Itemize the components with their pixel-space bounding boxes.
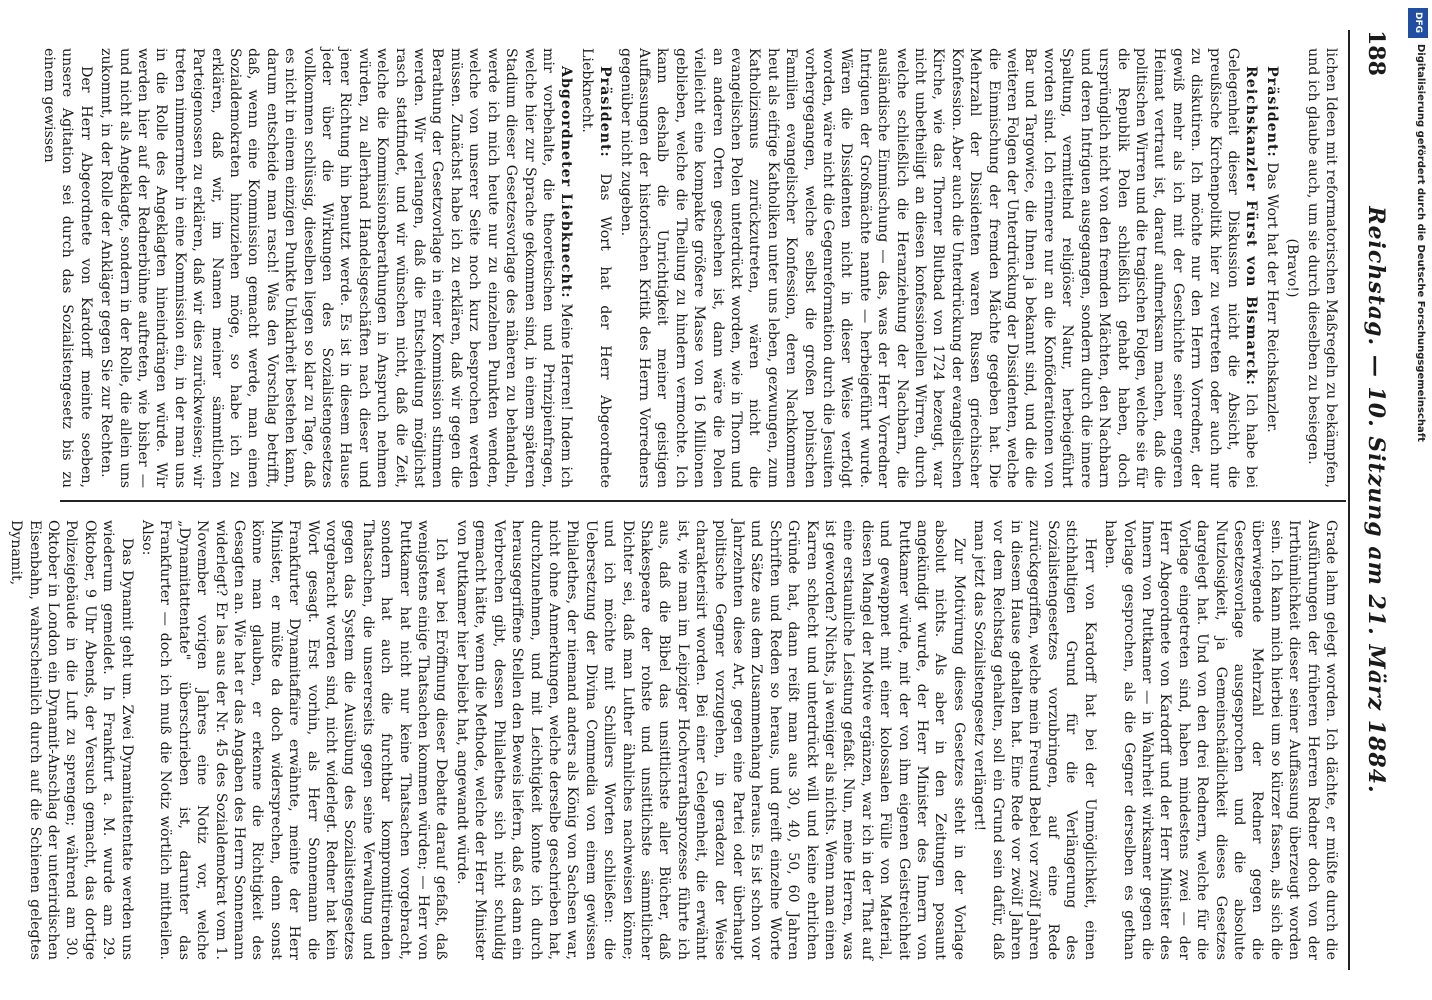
speaker-name: Abgeordneter Liebknecht: <box>558 66 575 299</box>
speech-text: Ich habe bei Gelegenheit dieser Diskussion nicht die Absicht, die preußische Kirchenpolitik hier zu vertreten oder auch nur zu diskutiren. Ich möchte nur den Herrn Vorredner, der gewiß mehr als ich mit der Geschichte seiner engeren Heimat vertraut ist, darauf aufmerksam machen, daß die politischen Wirren und die tragischen Folgen, welche sie für die Republik Polen schließlich gehabt haben, doch ursprünglich nicht von den fremden Mächten, den Nachbarn und deren Intriguen ausgegangen, sondern durch die innere Spaltung, vermittelnd religiöser Natur, herbeigeführt worden sind. Ich erinnere nur an die Konföderationen von Bar und Targowice, die Ihnen ja bekannt sind, und die die weiteren Folgen der Unterdrückung der Dissidenten, welche die Einmischung der fremden Mächte gegeben hat. Die Mehrzahl der Dissidenten waren Russen griechischer Konfession. Aber auch die Unterdrückung der evangelischen Kirche, wie das Thorner Blutbad von 1724 bezeugt, war nicht unbetheiligt an diesen konfessionellen Wirren, durch welche schließlich die Heranziehung der Nachbarn, die ausländische Einmischung — das, was der Herr Vorredner Intriguen der Großmächte nannte — herbeigeführt wurde. Wären die Dissidenten nicht in dieser Weise verfolgt worden, wäre nicht die Gegenreformation durch die Jesuiten vorhergegangen, welche selbst die großen polnischen Familien evangelischer Konfession, deren Nachkommen heut als eifrige Katholiken unter uns leben, gezwungen, zum Katholizismus zurückzutreten, wären nicht die evangelischen Polen unterdrückt worden, wie in Thorn und an anderen Orten geschehen ist, dann wäre die Polen vielleicht eine kompakte größere Masse von 16 Millionen geblieben, welche die Theilung zu hindern vermochte. Ich kann deshalb die Unrichtigkeit meiner geistigen Auffassungen der historischen Kritik des Herrn Vorredners gegenüber nicht zugeben. <box>617 48 1260 489</box>
speech-paragraph <box>97 48 576 488</box>
applause-note: (Bravo!) <box>1284 238 1301 298</box>
speech-paragraph <box>577 48 614 488</box>
right-column <box>5 520 1340 960</box>
speech-text: Meine Herren! Indem ich mir vorbehalte, die theoretischen und Prinzipienfragen, welche hier zur Sprache gekommen sind, in einem späteren Stadium dieser Gesetzesvorlage des näheren zu behandeln, werde ich mich heute nur zu einzelnen Punkten wenden, welche von unserer Seite noch kurz besprochen werden müssen. Zunächst habe ich zu erklären, daß wir gegen die Berathung der Gesetzvorlage in einer Kommission stimmen werden. Wir verlangen, daß die Entscheidung möglichst rasch stattfindet, und wir wünschen nicht, daß die Zeit, welche die Kommissionsberathungen in Anspruch nehmen würden, zu allerhand Handelsgeschäften nach dieser und jener Richtung hin benutzt werde. Es ist in diesem Hause jeder über die Wirkungen des Sozialistengesetzes vollkommen schlüssig, dieselben liegen so klar zu Tage, daß es nicht in einem einzigen Punkte Unklarheit bestehen kann, darum entscheide man rasch! Was den Vorschlag betrifft, daß, wenn eine Kommission gemacht werde, man einen Sozialdemokraten hinzuziehen möge, so habe ich zu erklären, daß wir, im Namen meiner sämmtlichen Parteigenossen zu erklären, daß wir dies zurückweisen; wir treten nimmermehr in eine Kommission ein, in der man uns in die Rolle des Angeklagten hineindrängen würde. Wir werden hier auf der Rednerbühne auftreten, wie bisher — und nicht als Angeklagte, sondern in der Rolle, die allein uns zukommt, in der Rolle der Ankläger gegen Sie zur Rechten. <box>98 48 575 489</box>
page-header <box>1356 30 1396 970</box>
speech-text: Das Wort hat der Herr Reichskanzler. <box>1263 162 1280 433</box>
page-title: Reichstag. — 10. Sitzung am 21. März 1884. <box>1363 206 1389 794</box>
speaker-name: Reichskanzler Fürst von Bismarck: <box>1243 66 1260 386</box>
text-paragraph: Der Herr Abgeordnete von Kardorff meinte soeben, unsere Agitation sei durch das Sozialistengesetz bis zu einem gewissen <box>40 48 94 488</box>
speaker-name: Präsident: <box>1263 66 1280 158</box>
dfg-logo: DFG <box>1408 8 1428 38</box>
text-paragraph: Das Dynamit geht um. Zwei Dynamitattentate werden uns wiederum gemeldet. In Frankfurt a. M. wurde am 29. Oktober, 9 Uhr Abends, der Versuch gemacht, das dortige Polizeigebäude in die Luft zu sprengen; während am 30. Oktober in London ein Dynamit-Anschlag der unterirdischen Eisenbahn, wahrscheinlich durch auf die Schienen gelegtes Dynamit, <box>8 520 135 960</box>
dfg-credit-text: Digitalisierung gefördert durch die Deutsche Forschungsgemeinschaft <box>1415 44 1426 442</box>
left-column <box>38 48 1340 488</box>
dfg-sidebar <box>1404 0 1432 1000</box>
speech-paragraph <box>616 48 1260 488</box>
text-paragraph: lichen Ideen mit reformatorischen Maßregeln zu bekämpfen, und ich glaube auch, um sie durch dieselben zu besiegen. <box>1304 48 1339 488</box>
page-number: 188 <box>1363 30 1389 76</box>
speech-text: Das Wort hat der Herr Abgeordnete Liebknecht. <box>578 48 614 488</box>
text-paragraph: Zur Motivirung dieses Gesetzes steht in der Vorlage absolut nichts. Als aber in den Zeitungen posaunt angekündigt wurde, der Herr Minister des Innern von Puttkamer würde, mit der von ihm eigenen Geistreichheit und gewappnet mit einer kolossalen Fülle von Material, diesen Mangel der Motive ergänzen, war ich in der That auf eine erstaunliche Leistung gefaßt. Nun, meine Herren, was ist geworden? Nichts, ja weniger als nichts. Wenn man einen Karren schlecht und unterdrückt will und keine ehrlichen Gründe hat, dann reißt man aus 30, 40, 50, 60 Jahren Schriften und Reden so heraus, und greift einzelne Worte und Sätze aus dem Zusammenhang heraus. Es ist schon vor Jahrzehnten diese Art, gegen eine Partei oder überhaupt politische Gegner vorzugehen, in geradezu der Weise charakterisirt worden. Bei einer Gelegenheit, die erwähnt ist, wie man im Leipziger Hochverrathsprozesse führte ich aus, daß die Bibel das unsittlichste aller Bücher, daß Shakespeare der rohste und unsittlichste sämmtlicher Dichter sei, daß man Luther ähnliches nachweisen könne; und ich möchte mit Schillers Worten schließen: die Uebersetzung der Divina Commedia von einem gewissen Philalethes, der niemand anders als König von Sachsen war, nicht ohne Anmerkungen, welche derselbe geschrieben hat, durchzunehmen, und mit Leichtigkeit konnte ich durch herausgegriffene Stellen den Beweis liefern, daß es dann ein Verbrechen gibt, dessen Philalethes sich nicht schuldig gemacht hätte, wenn die Methode, welche der Herr Minister von Puttkamer hier beliebt hat, angewandt würde. <box>453 520 967 960</box>
speaker-name: Präsident: <box>597 66 614 158</box>
speech-paragraph <box>1262 48 1280 488</box>
column-divider <box>60 500 1346 502</box>
text-paragraph: Herr von Kardorff hat bei der Unmöglichkeit, einen stichhaltigen Grund für die Verlängerung des Sozialistengesetzes vorzubringen, auf eine Rede zurückgegriffen, welche mein Freund Bebel vor zwölf Jahren in diesem Hause gehalten hat. Eine Rede vor zwölf Jahren vor dem Reichstag gehalten, soll ein Grund sein dafür, daß man jetzt das Sozialistengesetz verlängert! <box>971 520 1098 960</box>
text-paragraph: Ich war bei Eröffnung dieser Debatte darauf gefaßt, daß wenigstens einige Thatsachen kommen würden; — Herr von Puttkamer hat nicht nur keine Thatsachen vorgebracht, sondern hat auch die furchtbar kompromittirenden Thatsachen, die unsererseits gegen seine Verwaltung und gegen das System die Ausübung des Sozialistengesetzes vorgebracht worden sind, nicht widerlegt. Redner hat kein Wort gesagt. Erst vorhin, als Herr Sonnemann die Frankfurter Dynamitaffaire erwähnte, meinte der Herr Minister, er müßte da doch widersprechen, denn sonst könne man glauben, er erkenne die Richtigkeit des Gesagten an. Wie hat er das Angaben des Herrn Sonnemann widerlegt? Er las aus der Nr. 45 des Sozialdemokrat vom 1. November vorigen Jahres eine Notiz vor, welche „Dynamitattentate" überschrieben ist, darunter das Frankfurter — doch ich muß die Notiz wörtlich mittheilen. Also: <box>139 520 450 960</box>
header-rule <box>1348 30 1350 970</box>
text-paragraph: Grade lahm gelegt worden. Ich dächte, er müßte durch die Ausführungen der früheren Herren Redner doch von der Irrthümlichkeit dieser seiner Auffassung überzeugt worden sein. Ich kann mich hierbei um so kürzer fassen, als sich die überwiegende Mehrzahl der Redner gegen die Gesetzesvorlage ausgesprochen und die absolute Nutzlosigkeit, ja Gemeinschädlichkeit dieses Gesetzes dargelegt hat. Und von den drei Rednern, welche für die Vorlage eingetreten sind, haben mindestens zwei — der Herr Abgeordnete von Kardorff und der Herr Minister des Innern von Puttkamer — in Wahrheit wirksamer gegen die Vorlage gesprochen, als die Gegner derselben es gethan haben. <box>1102 520 1339 960</box>
